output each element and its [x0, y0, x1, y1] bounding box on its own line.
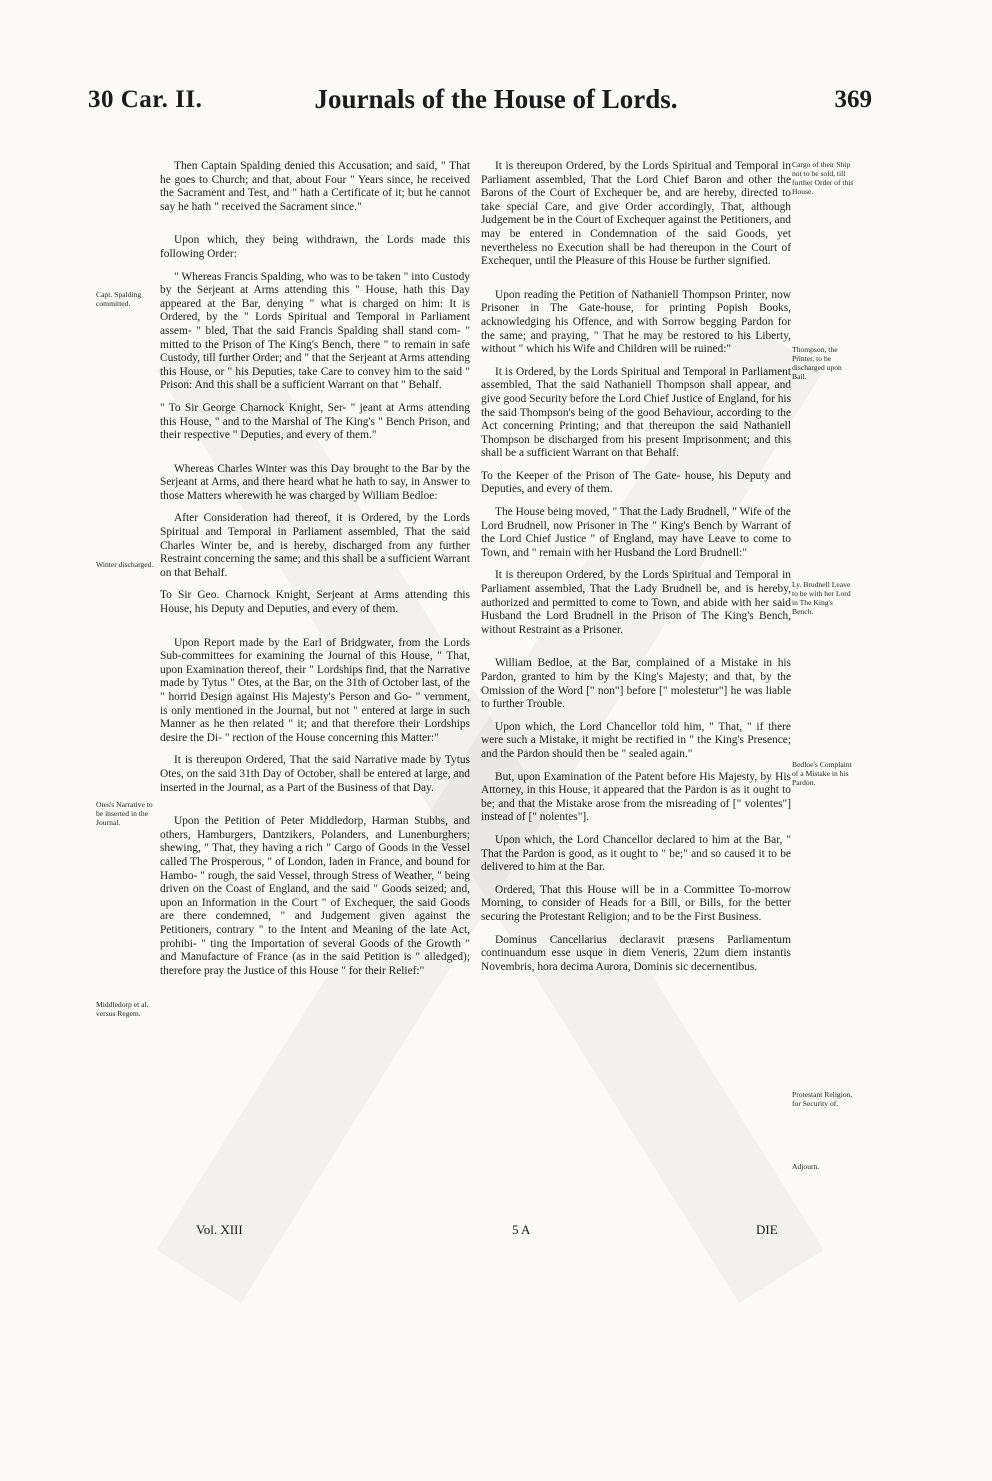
paragraph: Upon reading the Petition of Nathaniell Thompson Printer, now Prisoner in The Gate-house, for printing Popish Books, acknowledging his Offence, and with Sorrow begging Pardon for the same; and praying, " That he may be restored to his Liberty, without " which his Wife and Children will be ruined:" [481, 288, 791, 356]
paragraph: Upon Report made by the Earl of Bridgwater, from the Lords Sub-committees for examining the Journal of this House, " That, upon Examination thereof, their " Lordships find, that the Narrative made by Tytus " Otes, at the Bar, on the 31th of October last, of the " horrid Design against His Majesty's Person and Go- " vernment, is only mentioned in the Journal, but not " entered at large in such Manner as he then related " it; and that therefore their Lordships desire the Di- " rection of the House concerning this Matter:" [160, 636, 470, 744]
paragraph: Upon which, they being withdrawn, the Lords made this following Order: [160, 234, 470, 260]
margin-note: Winter discharged. [96, 560, 154, 569]
paragraph: Whereas Charles Winter was this Day brought to the Bar by the Serjeant at Arms, and there heard what he hath to say, in Answer to those Matters wherewith he was charged by William Bedloe: [160, 462, 470, 502]
margin-note: Bedloe's Complaint of a Mistake in his Pardon. [792, 760, 852, 787]
paragraph: It is thereupon Ordered, That the said Narrative made by Tytus Otes, on the said 31th Day of October, shall be entered at large, and inserted in the Journal, as a Part of the Business of that Day. [160, 754, 470, 794]
paragraph: After Consideration had thereof, it is Ordered, by the Lords Spiritual and Temporal in Parliament assembled, That the said Charles Winter be, and is hereby, discharged from any further Restraint concerning the same; and this shall be a sufficient Warrant on that Behalf. [160, 512, 470, 579]
signature-mark: 5 A [512, 1222, 531, 1237]
paragraph: But, upon Examination of the Patent before His Majesty, by His Attorney, in this House, it appeared that the Pardon is as it ought to be; and that the Mistake arose from the misreading of [" volentes"] instead of [" nolentes"]. [481, 770, 791, 824]
paragraph: It is thereupon Ordered, by the Lords Spiritual and Temporal in Parliament assembled, That the Lady Brudnell be, and is hereby, authorized and permitted to come to Town, and abide with her said Husband the Lord Brudnell in the Prison of The King's Bench, without Restraint as a Prisoner. [481, 569, 791, 636]
paragraph: Then Captain Spalding denied this Accusation; and said, " That he goes to Church; and that, about Four " Years since, he received the Sacrament and Test, and " hath a Certificate of it; but he cannot say he hath " received the Sacrament since." [160, 160, 470, 213]
address-block: To the Keeper of the Prison of The Gate- house, his Deputy and Deputies, and every of them. [481, 469, 791, 496]
margin-note: Ly. Brudnell Leave to be with her Lord in The King's Bench. [792, 580, 851, 616]
margin-note: Thompson, the Printer, to be discharged upon Bail. [792, 345, 842, 381]
margin-note: Cargo of their Ship not to be sold, till further Order of this House. [792, 160, 854, 196]
paragraph: Upon the Petition of Peter Middledorp, Harman Stubbs, and others, Hamburgers, Dantzikers, Polanders, and Lunenburghers; shewing, " That, they having a rich " Cargo of Goods in the Vessel called The Prosperous, " of London, laden in France, and bound for Hambo- " rough, the said Vessel, through Stress of Weather, " being driven on the Coast of England, and the said " Goods seized; and, upon an Information in the Court " of Exchequer, the said Goods are there condemned, " and Judgement given against the Petitioners, contrary " to the Intent and Meaning of the late Act, prohibi- " ting the Importation of several Goods of the Growth " and Manufacture of France (as in the said Petition is " alledged); therefore pray the Justice of this House " for their Relief:" [160, 815, 470, 977]
page-title: Journals of the House of Lords. [314, 84, 678, 114]
page-footer [0, 1222, 992, 1244]
paragraph: Upon which, the Lord Chancellor declared to him at the Bar, " That the Pardon is good, as it ought to " be;" and so caused it to be delivered to him at the Bar. [481, 833, 791, 874]
margin-note: Adjourn. [792, 1162, 820, 1171]
page-header [0, 80, 992, 130]
paragraph: " Whereas Francis Spalding, who was to be taken " into Custody by the Serjeant at Arms attending this " House, hath this Day appeared at the Bar, denying " what is charged on him: It is Ordered, by the " Lords Spiritual and Temporal in Parliament assem- " bled, That the said Francis Spalding shall stand com- " mitted to the Prison of The King's Bench, there " to remain in safe Custody, till further Order; and " that the Serjeant at Arms attending this House, or " his Deputies, take Care to convey him to the said " Prison: And this shall be a sufficient Warrant on that " Behalf. [160, 270, 470, 392]
margin-note: Protestant Religion, for Security of. [792, 1090, 853, 1108]
left-column [160, 160, 470, 987]
regnal-year: 30 Car. II. [88, 86, 203, 113]
paragraph: Dominus Cancellarius declaravit præsens Parliamentum continuandum esse usque in diem Veneris, 22um diem instantis Novembris, hora decima Aurora, Dominis sic decernentibus. [481, 933, 791, 973]
catchword: DIE [756, 1222, 778, 1237]
margin-note: Otes's Narrative to be inserted in the Journal. [96, 800, 153, 827]
paragraph: William Bedloe, at the Bar, complained of a Mistake in his Pardon, granted to him by the King's Majesty; and that, by the Omission of the Word [" non"] before [" molestetur"] he was liable to further Trouble. [481, 657, 791, 711]
paragraph: The House being moved, " That the Lady Brudnell, " Wife of the Lord Brudnell, now Prisoner in The " King's Bench by Warrant of the Lord Chief Justice " of England, may have Leave to come to Town, and " remain with her Husband the Lord Brudnell:" [481, 506, 791, 559]
address-block: " To Sir George Charnock Knight, Ser- " jeant at Arms attending this House, " and to the Marshal of The King's " Bench Prison, and their respective " Deputies, and every of them." [160, 401, 470, 442]
paragraph: It is Ordered, by the Lords Spiritual and Temporal in Parliament assembled, That the said Nathaniell Thompson shall appear, and give good Security before the Lord Chief Justice of England, for his the said Thompson's being of the good Behaviour, according to the Act concerning Printing; and that thereupon the said Nathaniell Thompson be discharged from his present Imprisonment; and this shall be a sufficient Warrant on that Behalf. [481, 365, 791, 460]
margin-note: Middledorp et al. versus Regem. [96, 1000, 149, 1018]
right-column [481, 160, 791, 983]
paragraph: Upon which, the Lord Chancellor told him, " That, " if there were such a Mistake, it might be rectified in " the King's Presence; and the Pardon should then be " sealed again." [481, 720, 791, 760]
address-block: To Sir Geo. Charnock Knight, Serjeant at Arms attending this House, his Deputy and Deputies, and every of them. [160, 589, 470, 616]
volume-label: Vol. XIII [196, 1222, 243, 1237]
paragraph: It is thereupon Ordered, by the Lords Spiritual and Temporal in Parliament assembled, That the Lord Chief Baron and other the Barons of the Court of Exchequer be, and are hereby, directed to take special Care, and give Order accordingly, That, although Judgement be in the Court of Exchequer against the Petitioners, and may be entered in Condemnation of the said Goods, yet nevertheless no Execution shall be had thereupon in the Court of Exchequer, until the Pleasure of this House be further signified. [481, 160, 791, 268]
margin-note: Capt. Spalding committed. [96, 290, 142, 308]
page-number: 369 [834, 86, 872, 113]
paragraph: Ordered, That this House will be in a Committee To-morrow Morning, to consider of Heads for a Bill, or Bills, for the better securing the Protestant Religion; and to be the First Business. [481, 883, 791, 923]
